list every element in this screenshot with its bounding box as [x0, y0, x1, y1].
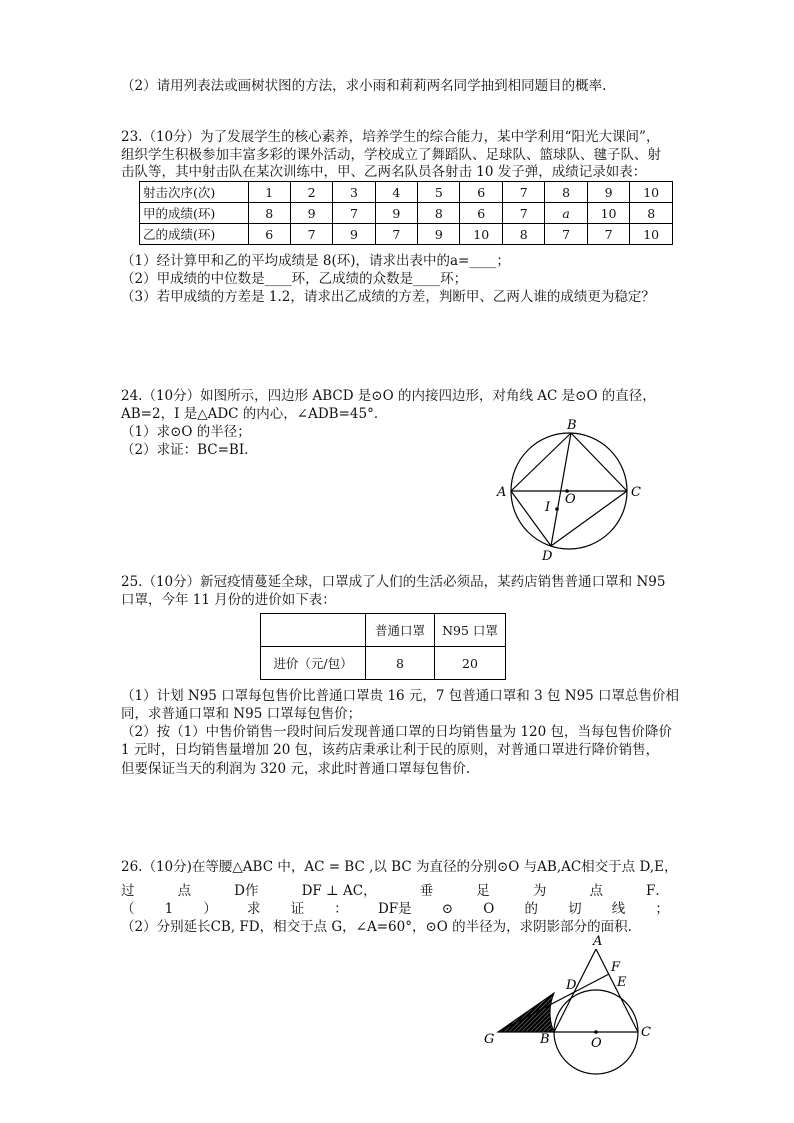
- table-cell: 9: [375, 203, 417, 224]
- label-C: C: [631, 485, 641, 500]
- table-header: 普通口罩: [366, 614, 435, 647]
- q23-score-table: [139, 181, 673, 245]
- table-cell: 2: [290, 182, 332, 203]
- row-header: 射击次序(次): [140, 182, 249, 203]
- word: ：: [334, 901, 348, 917]
- word: ⊙: [441, 901, 454, 917]
- label-D: D: [566, 978, 577, 993]
- word: D作: [234, 883, 259, 899]
- table-cell: 9: [333, 224, 375, 245]
- q23-line3: 击队等，其中射击队在某次训练中，甲、乙两名队员各射击 10 发子弹，成绩记录如表：: [121, 164, 647, 180]
- q24-circle-figure: [495, 415, 655, 565]
- word: 线: [611, 901, 626, 917]
- label-C: C: [641, 1025, 651, 1040]
- table-header: N95 口罩: [435, 614, 506, 647]
- table-cell: 20: [435, 647, 506, 680]
- word: ；: [655, 901, 669, 917]
- row-header: 甲的成绩(环): [140, 203, 249, 224]
- q23-line1: 23.（10分）为了发展学生的核心素养，培养学生的综合能力，某中学利用“阳光大课间”，: [121, 129, 660, 145]
- q25-part2-line2: 1 元时，日均销售量增加 20 包，该药店秉承让利于民的原则，对普通口罩进行降价销售，: [121, 742, 660, 758]
- table-cell: 6: [460, 182, 503, 203]
- q26-line3: [121, 900, 669, 918]
- table-cell: 8: [630, 203, 673, 224]
- q25-price-table: [260, 613, 506, 680]
- word: 切: [568, 901, 582, 917]
- q26-line4: （2）分别延长CB, FD，相交于点 G，∠A=60°，⊙O 的半径为，求阴影部分的面积．: [121, 919, 642, 935]
- word: O: [483, 901, 495, 917]
- word: F．: [646, 883, 669, 899]
- table-cell: 9: [290, 203, 332, 224]
- row-header: 乙的成绩(环): [140, 224, 249, 245]
- q26-line2: [121, 882, 669, 900]
- table-cell: 10: [587, 203, 630, 224]
- q24-part2: （2）求证：BC=BI.: [121, 442, 249, 458]
- word: 为: [532, 883, 547, 899]
- word: DF ⊥ AC，: [301, 883, 377, 899]
- table-cell: 8: [418, 203, 460, 224]
- word: 1: [164, 901, 174, 917]
- table-cell: 10: [630, 182, 673, 203]
- word: 点: [177, 883, 192, 899]
- q23-part2: （2）甲成绩的中位数是____环，乙成绩的众数是____环；: [121, 271, 468, 287]
- table-cell: 7: [290, 224, 332, 245]
- table-row: [140, 182, 673, 203]
- label-O: O: [565, 492, 576, 507]
- table-cell: 7: [503, 182, 545, 203]
- table-cell: 10: [630, 224, 673, 245]
- q23-line2: 组织学生积极参加丰富多彩的课外活动，学校成立了舞蹈队、足球队、篮球队、毽子队、射: [121, 147, 661, 163]
- q25-part1-line1: （1）计划 N95 口罩每包售价比普通口罩贵 16 元，7 包普通口罩和 3 包 N95 口罩总售价相: [121, 688, 680, 704]
- word: 足: [476, 883, 490, 899]
- q22-part2: （2）请用列表法或画树状图的方法，求小雨和莉莉两名同学抽到相同题目的概率.: [121, 78, 607, 94]
- table-cell: 7: [587, 224, 630, 245]
- word: 的: [524, 901, 538, 917]
- label-B: B: [567, 418, 577, 433]
- table-cell: 4: [375, 182, 417, 203]
- table-cell: 8: [545, 182, 587, 203]
- q25-line2: 口罩，今年 11 月份的进价如下表：: [121, 592, 336, 608]
- label-I: I: [545, 500, 551, 515]
- table-row: [261, 647, 506, 680]
- label-E: E: [617, 975, 627, 990]
- table-cell: 8: [366, 647, 435, 680]
- table-header: [261, 614, 366, 647]
- table-cell: 7: [375, 224, 417, 245]
- word: 过: [121, 883, 135, 899]
- table-cell: 9: [587, 182, 630, 203]
- word: DF是: [377, 901, 412, 917]
- label-A: A: [593, 935, 603, 949]
- q23-part3: （3）若甲成绩的方差是 1.2，请求出乙成绩的方差，判断甲、乙两人谁的成绩更为稳定？: [121, 289, 655, 305]
- q25-line1: 25.（10分）新冠疫情蔓延全球，口罩成了人们的生活必须品，某药店销售普通口罩和 N95: [121, 574, 666, 590]
- table-cell: 9: [418, 224, 460, 245]
- q24-line2: AB=2，I 是△ADC 的内心，∠ADB=45°．: [121, 406, 388, 422]
- row-header: 进价（元/包）: [261, 647, 366, 680]
- q25-part1-line2: 同，求普通口罩和 N95 口罩每包售价；: [121, 706, 362, 722]
- table-cell: 5: [418, 182, 460, 203]
- label-G: G: [484, 1032, 495, 1047]
- table-cell: 6: [460, 203, 503, 224]
- q26-line1: 26.（10分)在等腰△ABC 中，AC = BC ,以 BC 为直径的分别⊙O 与AB,AC相交于点 D,E，: [121, 859, 678, 875]
- word: 证: [290, 901, 305, 917]
- q24-part1: （1）求⊙O 的半径；: [121, 424, 251, 440]
- q24-line1: 24.（10分）如图所示，四边形 ABCD 是⊙O 的内接四边形，对角线 AC 是⊙O 的直径，: [121, 388, 656, 404]
- label-O: O: [591, 1036, 602, 1051]
- word: 求: [247, 901, 261, 917]
- label-D: D: [542, 549, 553, 564]
- q25-part2-line3: 但要保证当天的利润为 320 元，求此时普通口罩每包售价.: [121, 761, 471, 777]
- table-row: [140, 224, 673, 245]
- table-cell: 8: [503, 224, 545, 245]
- word: （: [121, 901, 135, 917]
- table-cell: 7: [545, 224, 587, 245]
- table-cell: 7: [503, 203, 545, 224]
- word: 垂: [419, 883, 434, 899]
- label-B: B: [540, 1032, 550, 1047]
- q23-part1: （1）经计算甲和乙的平均成绩是 8(环)，请求出表中的a=____；: [121, 253, 510, 269]
- word: 点: [589, 883, 603, 899]
- q25-part2-line1: （2）按（1）中售价销售一段时间后发现普通口罩的日均销售量为 120 包，当每包售价降价: [121, 724, 673, 740]
- table-row: [140, 203, 673, 224]
- table-cell: 10: [460, 224, 503, 245]
- table-cell: 1: [248, 182, 290, 203]
- q26-triangle-figure: [478, 935, 658, 1085]
- table-cell: a: [545, 203, 587, 224]
- table-cell: 6: [248, 224, 290, 245]
- table-cell: 7: [333, 203, 375, 224]
- table-row: [261, 614, 506, 647]
- label-A: A: [497, 485, 507, 500]
- word: ）: [203, 901, 217, 917]
- table-cell: 8: [248, 203, 290, 224]
- table-cell: 3: [333, 182, 375, 203]
- label-F: F: [611, 960, 621, 975]
